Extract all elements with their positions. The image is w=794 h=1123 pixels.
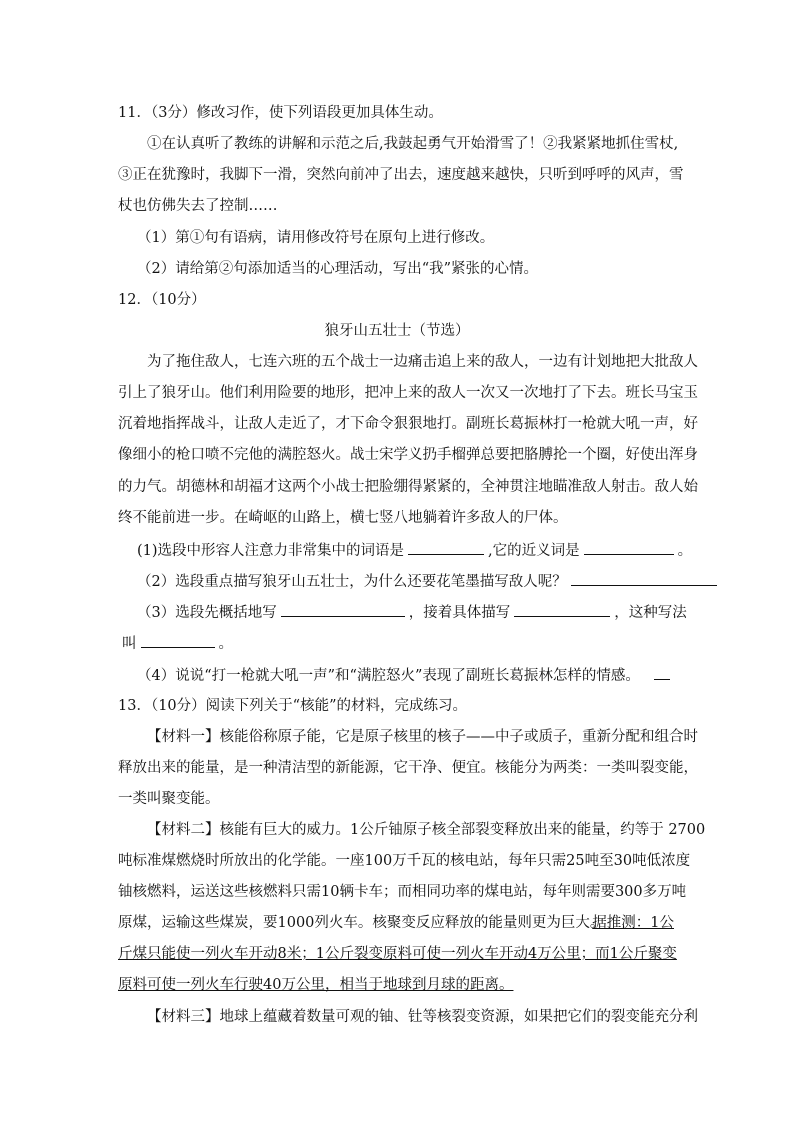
q11-passage-line-3: 杖也仿佛失去了控制……	[118, 198, 278, 214]
q13-m2-line4-text: 原煤，运输这些煤炭，要1000列火车。核聚变反应释放的能量则更为巨大。	[118, 915, 605, 931]
answer-blank-5[interactable]	[514, 602, 610, 617]
q12-subquestion-1	[137, 540, 692, 561]
q12-passage-title: 狼牙山五壮士（节选）	[324, 323, 470, 339]
q13-material-1-line-2: 释放出来的能量，是一种清洁型的新能源，它干净、便宜。核能分为两类：一类叫裂变能，	[118, 760, 698, 776]
q12-passage-line-5: 的力气。胡德林和胡福才这两个小战士把脸绷得紧紧的，全神贯注地瞄准敌人射击。敌人始	[118, 479, 698, 495]
q12-passage-line-1: 为了拖住敌人，七连六班的五个战士一边痛击追上来的敌人，一边有计划地把大批敌人	[147, 354, 698, 370]
q13-material-2-line-6: 原料可使一列火车行驶40万公里，相当于地球到月球的距离。	[118, 977, 514, 993]
q12-passage-line-6: 终不能前进一步。在崎岖的山路上，横七竖八地躺着许多敌人的尸体。	[118, 510, 568, 526]
q11-passage-line-1: ①在认真听了教练的讲解和示范之后,我鼓起勇气开始滑雪了！②我紧紧地抓住雪杖,	[147, 136, 679, 152]
q12-s3-text-d: 叫	[122, 636, 137, 652]
q13-material-3-line-1: 【材料三】地球上蕴藏着数量可观的铀、钍等核裂变资源，如果把它们的裂变能充分利	[147, 1009, 698, 1025]
q12-s1-text-c: 。	[677, 543, 693, 559]
q12-heading: 12．（10分）	[118, 292, 206, 308]
q13-material-2-line-1: 【材料二】核能有巨大的威力。1公斤铀原子核全部裂变释放出来的能量，约等于 2700	[147, 822, 706, 838]
q12-s1-text-a: (1)选段中形容人注意力非常集中的词语是	[137, 543, 405, 559]
q12-s4-text: （4）说说“打一枪就大吼一声”和“满腔怒火”表现了副班长葛振林怎样的情感。	[137, 668, 640, 684]
q13-material-1-line-3: 一类叫聚变能。	[118, 791, 220, 807]
q12-subquestion-2	[137, 571, 721, 592]
q12-s3-text-e: 。	[218, 636, 233, 652]
q12-subquestion-4	[137, 665, 674, 686]
q12-s2-text: （2）选段重点描写狼牙山五壮士，为什么还要花笔墨描写敌人呢？	[137, 574, 567, 590]
answer-blank-2[interactable]	[584, 540, 674, 555]
q12-passage-line-4: 像细小的枪口喷不完他的满腔怒火。战士宋学义扔手榴弹总要把胳膊抡一个圈，好使出浑身	[118, 447, 698, 463]
q13-material-2-line-5: 斤煤只能使一列火车开动8米；1公斤裂变原料可使一列火车开动4万公里；而1公斤聚变	[118, 946, 677, 962]
q13-material-2-line-4	[118, 913, 674, 933]
q12-subquestion-3	[137, 602, 687, 623]
q12-subquestion-3-cont	[122, 633, 233, 654]
q11-subquestion-1: （1）第①句有语病，请用修改符号在原句上进行修改。	[137, 230, 495, 246]
q12-passage-line-2: 引上了狼牙山。他们利用险要的地形，把冲上来的敌人一次又一次地打了下去。班长马宝玉	[118, 385, 698, 401]
q13-material-2-line-2: 吨标准煤燃烧时所放出的化学能。一座100万千瓦的核电站，每年只需25吨至30吨低浓度	[118, 853, 691, 869]
q13-material-2-line-3: 铀核燃料，运送这些核燃料只需10辆卡车；而相同功率的煤电站，每年则需要300多万吨	[118, 884, 687, 900]
q13-m2-line4-underlined: 据推测：1公	[592, 915, 674, 931]
answer-blank-4[interactable]	[281, 602, 405, 617]
answer-blank-7[interactable]	[654, 665, 670, 680]
q13-material-1-line-1: 【材料一】核能俗称原子能，它是原子核里的核子——中子或质子，重新分配和组合时	[147, 729, 698, 745]
answer-blank-3[interactable]	[571, 571, 717, 586]
q12-s3-text-b: ，接着具体描写	[408, 605, 511, 621]
q12-s3-text-a: （3）选段先概括地写	[137, 605, 277, 621]
q11-heading: 11．（3分）修改习作，使下列语段更加具体生动。	[118, 105, 443, 121]
answer-blank-6[interactable]	[141, 633, 215, 648]
q12-s1-text-b: ,它的近义词是	[488, 543, 580, 559]
answer-blank-1[interactable]	[408, 540, 484, 555]
q12-passage-line-3: 沉着地指挥战斗，让敌人走近了，才下命令狠狠地打。副班长葛振林打一枪就大吼一声，好	[118, 416, 698, 432]
q12-s3-text-c: ，这种写法	[614, 605, 687, 621]
q13-heading: 13．（10分）阅读下列关于“核能”的材料，完成练习。	[118, 698, 467, 714]
q11-subquestion-2: （2）请给第②句添加适当的心理活动，写出“我”紧张的心情。	[137, 261, 539, 277]
q11-passage-line-2: ③正在犹豫时，我脚下一滑，突然向前冲了出去，速度越来越快，只听到呼呼的风声，雪	[118, 167, 684, 183]
